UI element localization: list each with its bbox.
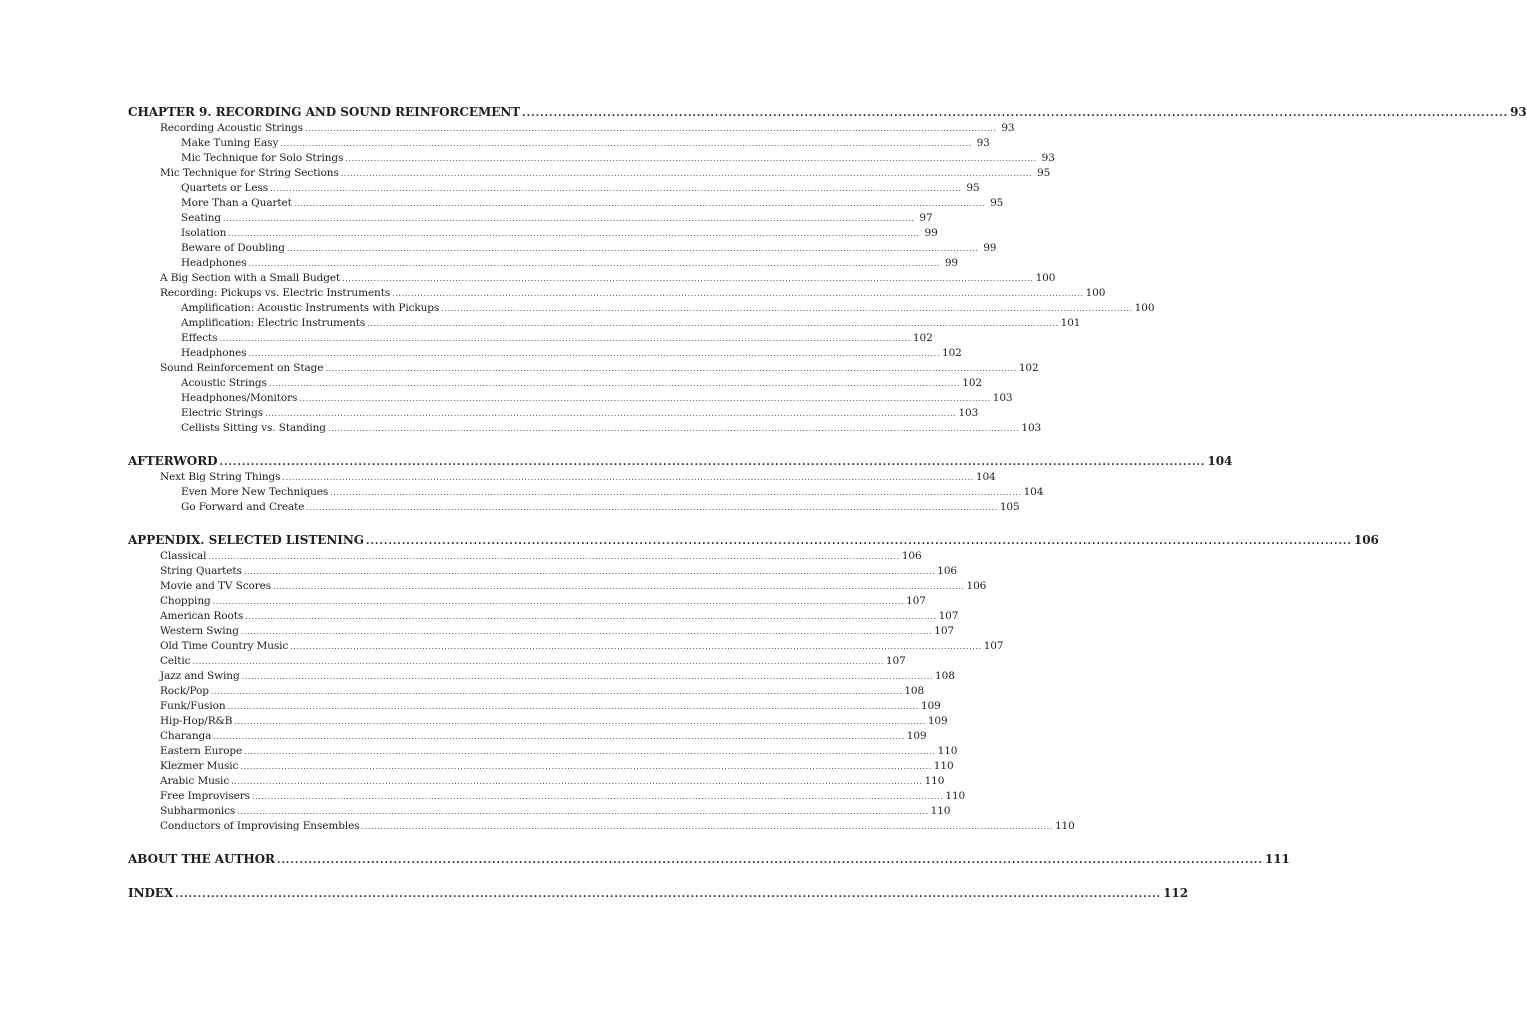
- dot-leader: ............................................................................................................................................................................................................................: [327, 424, 1020, 433]
- toc-entry-title: Eastern Europe: [160, 745, 243, 757]
- toc-subentry: [128, 301, 1155, 316]
- dot-leader: ............................................................................................................................................................................................................................: [223, 214, 915, 223]
- toc-entry-title: Rock/Pop: [160, 685, 209, 697]
- toc-page-number: 104: [1023, 486, 1044, 498]
- dot-leader: ............................................................................................................................................................................................................................: [282, 473, 974, 482]
- toc-subentry: [128, 376, 982, 391]
- toc-subentry: [128, 211, 933, 226]
- toc-subentry: [128, 136, 990, 151]
- toc-page-number: 107: [983, 640, 1004, 652]
- dot-leader: ............................................................................................................................................................................................................................: [240, 627, 933, 636]
- toc-page-number: 93: [976, 137, 990, 149]
- toc-page-number: 95: [966, 182, 980, 194]
- dot-leader: ............................................................................................................................................................................................................................: [299, 394, 991, 403]
- toc-entry-title: Sound Reinforcement on Stage: [160, 362, 324, 374]
- toc-entry-title: Beware of Doubling: [181, 242, 285, 254]
- toc-subentry: [128, 256, 958, 271]
- toc-page-number: 110: [930, 805, 951, 817]
- dot-leader: ............................................................................................................................................................................................................................: [306, 503, 998, 512]
- toc-entry-title: Celtic: [160, 655, 191, 667]
- dot-leader: ............................................................................................................................................................................................................................: [305, 124, 997, 133]
- dot-leader: ............................................................................................................................................................................................................................: [342, 274, 1034, 283]
- dot-leader: ............................................................................................................................................................................................................................: [241, 672, 934, 681]
- toc-subentry: [128, 316, 1081, 331]
- toc-section-about-the-author: [128, 850, 1290, 868]
- dot-leader: ............................................................................................................................................................................................................................: [243, 567, 936, 576]
- dot-leader: ............................................................................................................................................................................................................................: [268, 379, 961, 388]
- toc-entry-title: Jazz and Swing: [160, 670, 240, 682]
- toc-entry-title: CHAPTER 9. RECORDING AND SOUND REINFORCEMENT: [128, 105, 521, 119]
- dot-leader: ............................................................................................................................................................................................................................: [208, 552, 900, 561]
- dot-leader: ............................................................................................................................................................................................................................: [219, 334, 911, 343]
- toc-entry: [128, 714, 948, 729]
- toc-page-number: 110: [937, 745, 958, 757]
- toc-entry-title: Mic Technique for Solo Strings: [181, 152, 344, 164]
- toc-entry-title: Seating: [181, 212, 222, 224]
- toc-page-number: 108: [904, 685, 925, 697]
- toc-entry-title: Go Forward and Create: [181, 501, 305, 513]
- toc-page-number: 99: [924, 227, 938, 239]
- toc-entry: [128, 789, 966, 804]
- toc-entry-title: Even More New Techniques: [181, 486, 329, 498]
- toc-page-number: 107: [885, 655, 906, 667]
- toc-entry-title: Electric Strings: [181, 407, 263, 419]
- toc-section-chapter-9-recording-and-sound-reinforcement: [128, 103, 1527, 436]
- toc-entry-title: Klezmer Music: [160, 760, 239, 772]
- dot-leader: ............................................................................................................................................................................................................................: [345, 154, 1037, 163]
- toc-entry: [128, 564, 958, 579]
- toc-subentry: [128, 181, 980, 196]
- toc-page-number: 105: [999, 501, 1020, 513]
- toc-subentry: [128, 151, 1055, 166]
- dot-leader: ............................................................................................................................................................................................................................: [330, 488, 1022, 497]
- dot-leader: ............................................................................................................................................................................................................................: [219, 457, 1206, 468]
- dot-leader: ............................................................................................................................................................................................................................: [240, 762, 932, 771]
- toc-entry: [128, 286, 1106, 301]
- dot-leader: ............................................................................................................................................................................................................................: [234, 717, 926, 726]
- toc-heading: [128, 884, 1189, 902]
- toc-entry: [128, 470, 996, 485]
- toc-entry-title: Mic Technique for String Sections: [160, 167, 339, 179]
- toc-page-number: 106: [1353, 533, 1379, 547]
- toc-page-number: 104: [1207, 454, 1233, 468]
- toc-entry-title: More Than a Quartet: [181, 197, 292, 209]
- toc-page-number: 95: [1037, 167, 1051, 179]
- toc-entry-title: APPENDIX. SELECTED LISTENING: [128, 533, 364, 547]
- toc-page-number: 106: [966, 580, 987, 592]
- toc-subentry: [128, 196, 1004, 211]
- toc-heading: [128, 103, 1527, 121]
- dot-leader: ............................................................................................................................................................................................................................: [270, 184, 962, 193]
- toc-page-number: 109: [920, 700, 941, 712]
- toc-entry: [128, 361, 1039, 376]
- toc-page-number: 100: [1035, 272, 1056, 284]
- toc-page-number: 93: [1041, 152, 1055, 164]
- toc-page-number: 102: [962, 377, 982, 389]
- toc-page-number: 111: [1264, 852, 1290, 866]
- toc-entry: [128, 684, 925, 699]
- toc-page-number: 107: [906, 595, 926, 607]
- dot-leader: ............................................................................................................................................................................................................................: [340, 169, 1033, 178]
- toc-subentry: [128, 226, 938, 241]
- toc-page-number: 103: [992, 392, 1013, 404]
- dot-leader: ............................................................................................................................................................................................................................: [248, 259, 940, 268]
- toc-entry-title: Amplification: Electric Instruments: [181, 317, 366, 329]
- toc-heading: [128, 452, 1233, 470]
- toc-entry-title: Classical: [160, 550, 207, 562]
- toc-page-number: 107: [938, 610, 959, 622]
- dot-leader: ............................................................................................................................................................................................................................: [522, 108, 1509, 119]
- toc-page-number: 100: [1134, 302, 1155, 314]
- toc-page-number: 110: [933, 760, 954, 772]
- toc-entry: [128, 744, 958, 759]
- dot-leader: ............................................................................................................................................................................................................................: [210, 687, 903, 696]
- toc-entry-title: Acoustic Strings: [181, 377, 267, 389]
- toc-entry: [128, 804, 951, 819]
- dot-leader: ............................................................................................................................................................................................................................: [367, 319, 1059, 328]
- toc-subentry: [128, 500, 1020, 515]
- dot-leader: ............................................................................................................................................................................................................................: [231, 777, 923, 786]
- dot-leader: ............................................................................................................................................................................................................................: [286, 244, 979, 253]
- toc-subentry: [128, 406, 979, 421]
- toc-entry-title: INDEX: [128, 886, 174, 900]
- toc-entry-title: Next Big String Things: [160, 471, 281, 483]
- toc-page-number: 102: [1018, 362, 1039, 374]
- toc-entry: [128, 594, 926, 609]
- toc-entry-title: Old Time Country Music: [160, 640, 289, 652]
- toc-entry: [128, 699, 941, 714]
- toc-section-appendix-selected-listening: [128, 531, 1379, 834]
- toc-entry: [128, 759, 954, 774]
- toc-entry: [128, 271, 1056, 286]
- toc-heading: [128, 531, 1379, 549]
- toc-entry: [128, 121, 1015, 136]
- toc-entry: [128, 579, 987, 594]
- dot-leader: ............................................................................................................................................................................................................................: [441, 304, 1133, 313]
- toc-section-index: [128, 884, 1189, 902]
- toc-page-number: 110: [924, 775, 945, 787]
- dot-leader: ............................................................................................................................................................................................................................: [227, 702, 919, 711]
- toc-page-number: 99: [983, 242, 997, 254]
- toc-page-number: 95: [990, 197, 1004, 209]
- dot-leader: ............................................................................................................................................................................................................................: [265, 409, 957, 418]
- toc-page-number: 110: [945, 790, 966, 802]
- toc-page-number: 100: [1085, 287, 1106, 299]
- toc-page-number: 107: [934, 625, 955, 637]
- toc-entry-title: String Quartets: [160, 565, 242, 577]
- dot-leader: ............................................................................................................................................................................................................................: [228, 229, 920, 238]
- dot-leader: ............................................................................................................................................................................................................................: [273, 582, 965, 591]
- toc-entry-title: Movie and TV Scores: [160, 580, 272, 592]
- toc-entry-title: Charanga: [160, 730, 212, 742]
- toc-entry-title: American Roots: [160, 610, 244, 622]
- dot-leader: ............................................................................................................................................................................................................................: [325, 364, 1017, 373]
- dot-leader: ............................................................................................................................................................................................................................: [251, 792, 944, 801]
- toc-entry-title: Recording Acoustic Strings: [160, 122, 304, 134]
- toc-entry-title: Cellists Sitting vs. Standing: [181, 422, 326, 434]
- toc-entry: [128, 819, 1075, 834]
- dot-leader: ............................................................................................................................................................................................................................: [237, 807, 929, 816]
- toc-entry: [128, 774, 945, 789]
- dot-leader: ............................................................................................................................................................................................................................: [192, 657, 884, 666]
- toc-heading: [128, 850, 1290, 868]
- toc-entry-title: Funk/Fusion: [160, 700, 226, 712]
- dot-leader: ............................................................................................................................................................................................................................: [244, 747, 936, 756]
- toc-subentry: [128, 346, 962, 361]
- toc-page-number: 109: [927, 715, 948, 727]
- toc-entry: [128, 624, 955, 639]
- toc-page-number: 108: [935, 670, 955, 682]
- toc-page-number: 109: [906, 730, 927, 742]
- toc-entry-title: Western Swing: [160, 625, 239, 637]
- toc-entry: [128, 639, 1004, 654]
- toc-entry-title: Isolation: [181, 227, 227, 239]
- toc-page-number: 97: [919, 212, 933, 224]
- toc-entry: [128, 549, 922, 564]
- toc-entry: [128, 609, 959, 624]
- toc-page-number: 93: [1510, 105, 1527, 119]
- toc-entry-title: Recording: Pickups vs. Electric Instruments: [160, 287, 391, 299]
- dot-leader: ............................................................................................................................................................................................................................: [248, 349, 940, 358]
- dot-leader: ............................................................................................................................................................................................................................: [245, 612, 937, 621]
- toc-entry-title: Make Tuning Easy: [181, 137, 279, 149]
- toc-subentry: [128, 241, 997, 256]
- toc-page-number: 106: [937, 565, 958, 577]
- toc-entry-title: Headphones: [181, 347, 247, 359]
- toc-page-number: 106: [901, 550, 922, 562]
- toc-entry-title: Amplification: Acoustic Instruments with Pickups: [181, 302, 440, 314]
- toc-entry-title: Effects: [181, 332, 218, 344]
- toc-page-number: 101: [1060, 317, 1081, 329]
- dot-leader: ............................................................................................................................................................................................................................: [280, 139, 972, 148]
- toc-entry-title: Free Improvisers: [160, 790, 250, 802]
- toc-subentry: [128, 331, 933, 346]
- toc-entry-title: Headphones/Monitors: [181, 392, 298, 404]
- toc-entry: [128, 654, 906, 669]
- toc-subentry: [128, 391, 1013, 406]
- toc-page-number: 102: [912, 332, 933, 344]
- toc-entry-title: Quartets or Less: [181, 182, 269, 194]
- toc-entry-title: Headphones: [181, 257, 247, 269]
- toc-page-number: 93: [1001, 122, 1015, 134]
- dot-leader: ............................................................................................................................................................................................................................: [293, 199, 986, 208]
- dot-leader: ............................................................................................................................................................................................................................: [276, 855, 1263, 866]
- toc-entry-title: Hip-Hop/R&B: [160, 715, 233, 727]
- toc-page-number: 102: [941, 347, 962, 359]
- toc-section-afterword: [128, 452, 1233, 515]
- dot-leader: ............................................................................................................................................................................................................................: [392, 289, 1084, 298]
- toc-entry-title: Conductors of Improvising Ensembles: [160, 820, 360, 832]
- toc-page-number: 103: [1021, 422, 1042, 434]
- toc-entry: [128, 729, 927, 744]
- toc-entry-title: AFTERWORD: [128, 454, 218, 468]
- toc-entry: [128, 166, 1051, 181]
- table-of-contents: [128, 103, 1527, 902]
- toc-page-number: 99: [944, 257, 958, 269]
- toc-entry-title: Arabic Music: [160, 775, 230, 787]
- dot-leader: ............................................................................................................................................................................................................................: [290, 642, 982, 651]
- dot-leader: ............................................................................................................................................................................................................................: [213, 732, 905, 741]
- toc-page-number: 104: [975, 471, 996, 483]
- toc-page-number: 110: [1054, 820, 1075, 832]
- toc-subentry: [128, 421, 1042, 436]
- dot-leader: ............................................................................................................................................................................................................................: [365, 536, 1352, 547]
- toc-entry-title: Subharmonics: [160, 805, 236, 817]
- toc-entry-title: A Big Section with a Small Budget: [160, 272, 341, 284]
- toc-entry-title: Chopping: [160, 595, 211, 607]
- dot-leader: ............................................................................................................................................................................................................................: [212, 597, 905, 606]
- toc-page-number: 112: [1163, 886, 1189, 900]
- toc-entry: [128, 669, 955, 684]
- dot-leader: ............................................................................................................................................................................................................................: [175, 889, 1162, 900]
- toc-entry-title: ABOUT THE AUTHOR: [128, 852, 275, 866]
- toc-subentry: [128, 485, 1044, 500]
- dot-leader: ............................................................................................................................................................................................................................: [361, 822, 1053, 831]
- toc-page-number: 103: [958, 407, 979, 419]
